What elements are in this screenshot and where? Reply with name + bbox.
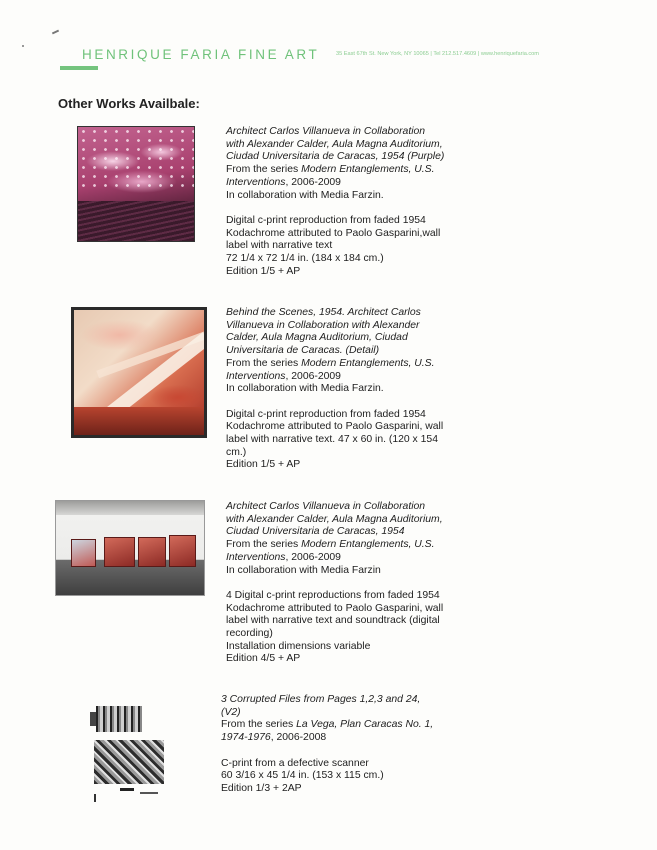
artwork-detail-line: cm.) <box>226 446 247 458</box>
artwork-detail-line: Kodachrome attributed to Paolo Gasparini,wall <box>226 227 441 239</box>
artwork-title-line: Ciudad Universitaria de Caracas, 1954 (Purple) <box>226 151 445 163</box>
artwork-title-line: (V2) <box>221 706 241 718</box>
artwork-collaboration: In collaboration with Media Farzin. <box>226 383 384 395</box>
artwork-title-line: Behind the Scenes, 1954. Architect Carlos <box>226 307 421 318</box>
artwork-detail-line: 4 Digital c-print reproductions from faded 1954 <box>226 589 440 601</box>
scan-dot <box>22 45 24 47</box>
artwork-title-line: Universitaria de Caracas. (Detail) <box>226 345 380 357</box>
artwork-caption-1 <box>226 126 486 278</box>
section-title: Other Works Availbale: <box>58 96 200 111</box>
artwork-dimensions: Installation dimensions variable <box>226 640 371 652</box>
artwork-detail-line: label with narrative text and soundtrack (digital <box>226 615 440 627</box>
artwork-title-line: Architect Carlos Villanueva in Collaboration <box>226 501 426 512</box>
artwork-collaboration: In collaboration with Media Farzin <box>226 564 381 576</box>
artwork-detail-line: recording) <box>226 628 273 640</box>
artwork-image-corrupted-files <box>90 704 170 804</box>
artwork-image-gallery-installation <box>55 500 205 596</box>
artwork-detail-line: Kodachrome attributed to Paolo Gasparini, wall <box>226 602 444 614</box>
artwork-title-line: with Alexander Calder, Aula Magna Auditorium, <box>226 138 443 150</box>
artwork-series: From the series Modern Entanglements, U.S. <box>226 539 435 551</box>
artwork-title-line: Villanueva in Collaboration with Alexander <box>226 319 420 331</box>
artwork-detail-line: label with narrative text <box>226 240 333 252</box>
artwork-caption-4 <box>221 694 481 796</box>
artwork-image-behind-the-scenes <box>71 307 207 438</box>
artwork-detail-line: C-print from a defective scanner <box>221 757 369 769</box>
artwork-title-line: with Alexander Calder, Aula Magna Auditorium, <box>226 513 443 525</box>
letterhead <box>60 46 620 76</box>
artwork-caption-3 <box>226 501 486 666</box>
artwork-detail-line: label with narrative text. 47 x 60 in. (120 x 154 <box>226 434 438 446</box>
artwork-edition: Edition 1/3 + 2AP <box>221 782 302 794</box>
artwork-title-line: Calder, Aula Magna Auditorium, Ciudad <box>226 332 408 344</box>
artwork-detail-line: Kodachrome attributed to Paolo Gasparini, wall <box>226 421 444 433</box>
artwork-collaboration: In collaboration with Media Farzin. <box>226 189 384 201</box>
artwork-series: From the series Modern Entanglements, U.S. <box>226 357 435 369</box>
artwork-title-line: Architect Carlos Villanueva in Collaboration <box>226 126 426 137</box>
artwork-image-purple-auditorium <box>77 126 195 242</box>
artwork-dimensions: 60 3/16 x 45 1/4 in. (153 x 115 cm.) <box>221 770 384 782</box>
artwork-title-line: 3 Corrupted Files from Pages 1,2,3 and 24, <box>221 694 421 705</box>
artwork-dimensions: 72 1/4 x 72 1/4 in. (184 x 184 cm.) <box>226 253 384 265</box>
artwork-edition: Edition 1/5 + AP <box>226 265 301 277</box>
artwork-series: From the series La Vega, Plan Caracas No. 1, <box>221 719 434 731</box>
artwork-detail-line: Digital c-print reproduction from faded 1954 <box>226 214 426 226</box>
gallery-name: HENRIQUE FARIA FINE ART <box>82 47 320 62</box>
artwork-series-years: Interventions, 2006-2009 <box>226 176 341 188</box>
artwork-detail-line: Digital c-print reproduction from faded 1954 <box>226 408 426 420</box>
artwork-series-years: Interventions, 2006-2009 <box>226 551 341 563</box>
artwork-series-years: Interventions, 2006-2009 <box>226 370 341 382</box>
artwork-series-years: 1974-1976, 2006-2008 <box>221 732 327 744</box>
gallery-contact: 35 East 67th St. New York, NY 10065 | Tel 212.517.4609 | www.henriquefaria.com <box>336 51 539 57</box>
brand-accent-bar <box>60 66 98 70</box>
artwork-series: From the series Modern Entanglements, U.S. <box>226 164 435 176</box>
artwork-caption-2 <box>226 307 486 472</box>
artwork-edition: Edition 1/5 + AP <box>226 459 301 471</box>
artwork-edition: Edition 4/5 + AP <box>226 653 301 665</box>
scan-mark <box>52 30 59 35</box>
artwork-title-line: Ciudad Universitaria de Caracas, 1954 <box>226 526 405 538</box>
